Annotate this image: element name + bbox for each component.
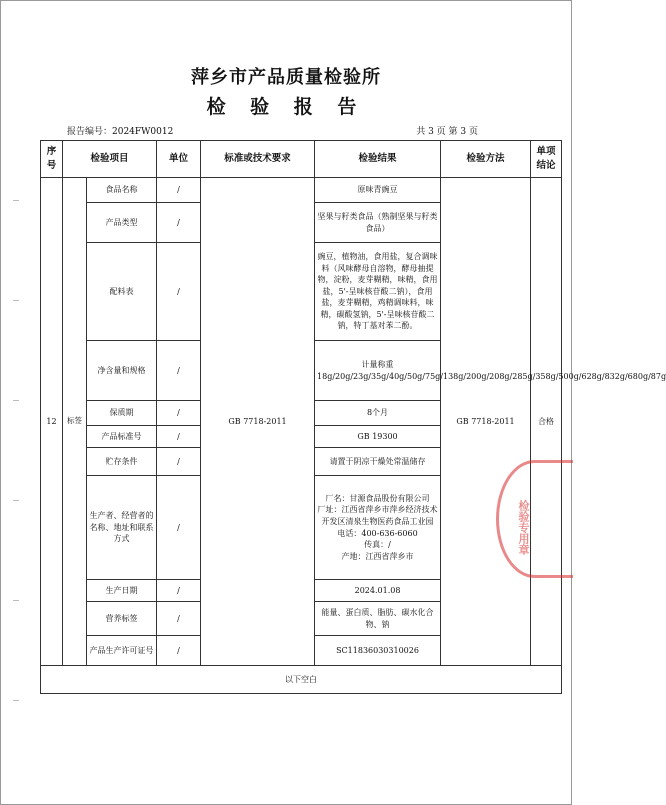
header-standard: 标准或技术要求 bbox=[201, 141, 315, 178]
standard-cell: GB 7718-2011 bbox=[201, 178, 315, 666]
row-result: 2024.01.08 bbox=[315, 580, 441, 602]
category-cell: 标签 bbox=[63, 178, 87, 666]
page-info: 共 3 页 第 3 页 bbox=[416, 127, 478, 137]
row-result: 坚果与籽类食品（熟制坚果与籽类食品） bbox=[315, 203, 441, 243]
row-name: 贮存条件 bbox=[87, 448, 157, 476]
row-name: 产品生产许可证号 bbox=[87, 636, 157, 666]
row-name: 净含量和规格 bbox=[87, 341, 157, 401]
row-result: SC11836030310026 bbox=[315, 636, 441, 666]
header-item: 检验项目 bbox=[63, 141, 157, 178]
binding-mark bbox=[13, 400, 19, 401]
row-result: 计量称重 18g/20g/23g/35g/40g/50g/75g/138g/200g/208g/285g/358g/500g/628g/832g/680g/87g bbox=[315, 341, 441, 401]
conclusion-cell: 合格 bbox=[531, 178, 562, 666]
row-name: 保质期 bbox=[87, 401, 157, 426]
row-unit: / bbox=[157, 401, 201, 426]
seq-cell: 12 bbox=[41, 178, 63, 666]
table-header-row bbox=[41, 141, 562, 178]
row-unit: / bbox=[157, 580, 201, 602]
binding-mark bbox=[13, 500, 19, 501]
header-conclusion: 单项结论 bbox=[531, 141, 562, 178]
footer-note: 以下空白 bbox=[41, 666, 562, 694]
row-name: 生产日期 bbox=[87, 580, 157, 602]
org-title: 萍乡市产品质量检验所 bbox=[191, 67, 381, 88]
header-seq: 序号 bbox=[41, 141, 63, 178]
row-unit: / bbox=[157, 602, 201, 636]
row-unit: / bbox=[157, 203, 201, 243]
result-line: 传真：/ bbox=[364, 540, 391, 550]
result-line: 厂名：甘源食品股份有限公司 bbox=[325, 493, 430, 503]
stamp-seal bbox=[496, 460, 573, 578]
stamp-text: 检验专用章 bbox=[517, 500, 530, 555]
row-name: 产品标准号 bbox=[87, 426, 157, 448]
header-unit: 单位 bbox=[157, 141, 201, 178]
row-unit: / bbox=[157, 476, 201, 580]
result-line: 电话：400-636-6060 bbox=[337, 528, 418, 538]
row-result: 能量、蛋白质、脂肪、碳水化合物、钠 bbox=[315, 602, 441, 636]
inspection-table bbox=[40, 140, 666, 694]
row-unit: / bbox=[157, 178, 201, 203]
row-unit: / bbox=[157, 448, 201, 476]
row-unit: / bbox=[157, 636, 201, 666]
table-row bbox=[41, 178, 562, 203]
result-line: 厂址：江西省萍乡市萍乡经济技术开发区清泉生物医药食品工业园 bbox=[317, 505, 438, 526]
binding-mark bbox=[13, 300, 19, 301]
row-result-contact bbox=[315, 476, 441, 580]
binding-mark bbox=[13, 700, 19, 701]
row-name: 产品类型 bbox=[87, 203, 157, 243]
result-line: 产地：江西省萍乡市 bbox=[341, 551, 414, 561]
row-result: 豌豆，植物油，食用盐，复合调味料（风味酵母自溶物，酵母抽提物，淀粉，麦芽糊精，味精，食用盐，5'-呈味核苷酸二钠），食用盐，麦芽糊精，鸡精调味料，味精，碳酸氢钠，5'-呈味核苷酸二钠，特丁基对苯二酚。 bbox=[315, 243, 441, 341]
row-unit: / bbox=[157, 243, 201, 341]
row-name: 营养标签 bbox=[87, 602, 157, 636]
footer-row bbox=[41, 666, 562, 694]
row-unit: / bbox=[157, 426, 201, 448]
row-name: 食品名称 bbox=[87, 178, 157, 203]
header-method: 检验方法 bbox=[441, 141, 531, 178]
row-name: 生产者、经营者的名称、地址和联系方式 bbox=[87, 476, 157, 580]
header-result: 检验结果 bbox=[315, 141, 441, 178]
binding-mark bbox=[13, 600, 19, 601]
method-cell: GB 7718-2011 bbox=[441, 178, 531, 666]
row-result: 请置于阴凉干燥处常温储存 bbox=[315, 448, 441, 476]
row-result: 原味青豌豆 bbox=[315, 178, 441, 203]
row-result: GB 19300 bbox=[315, 426, 441, 448]
row-unit: / bbox=[157, 341, 201, 401]
row-result: 8个月 bbox=[315, 401, 441, 426]
binding-mark bbox=[13, 200, 19, 201]
report-number: 报告编号：2024FW0012 bbox=[67, 127, 174, 137]
doc-title: 检 验 报 告 bbox=[206, 96, 366, 118]
row-name: 配料表 bbox=[87, 243, 157, 341]
